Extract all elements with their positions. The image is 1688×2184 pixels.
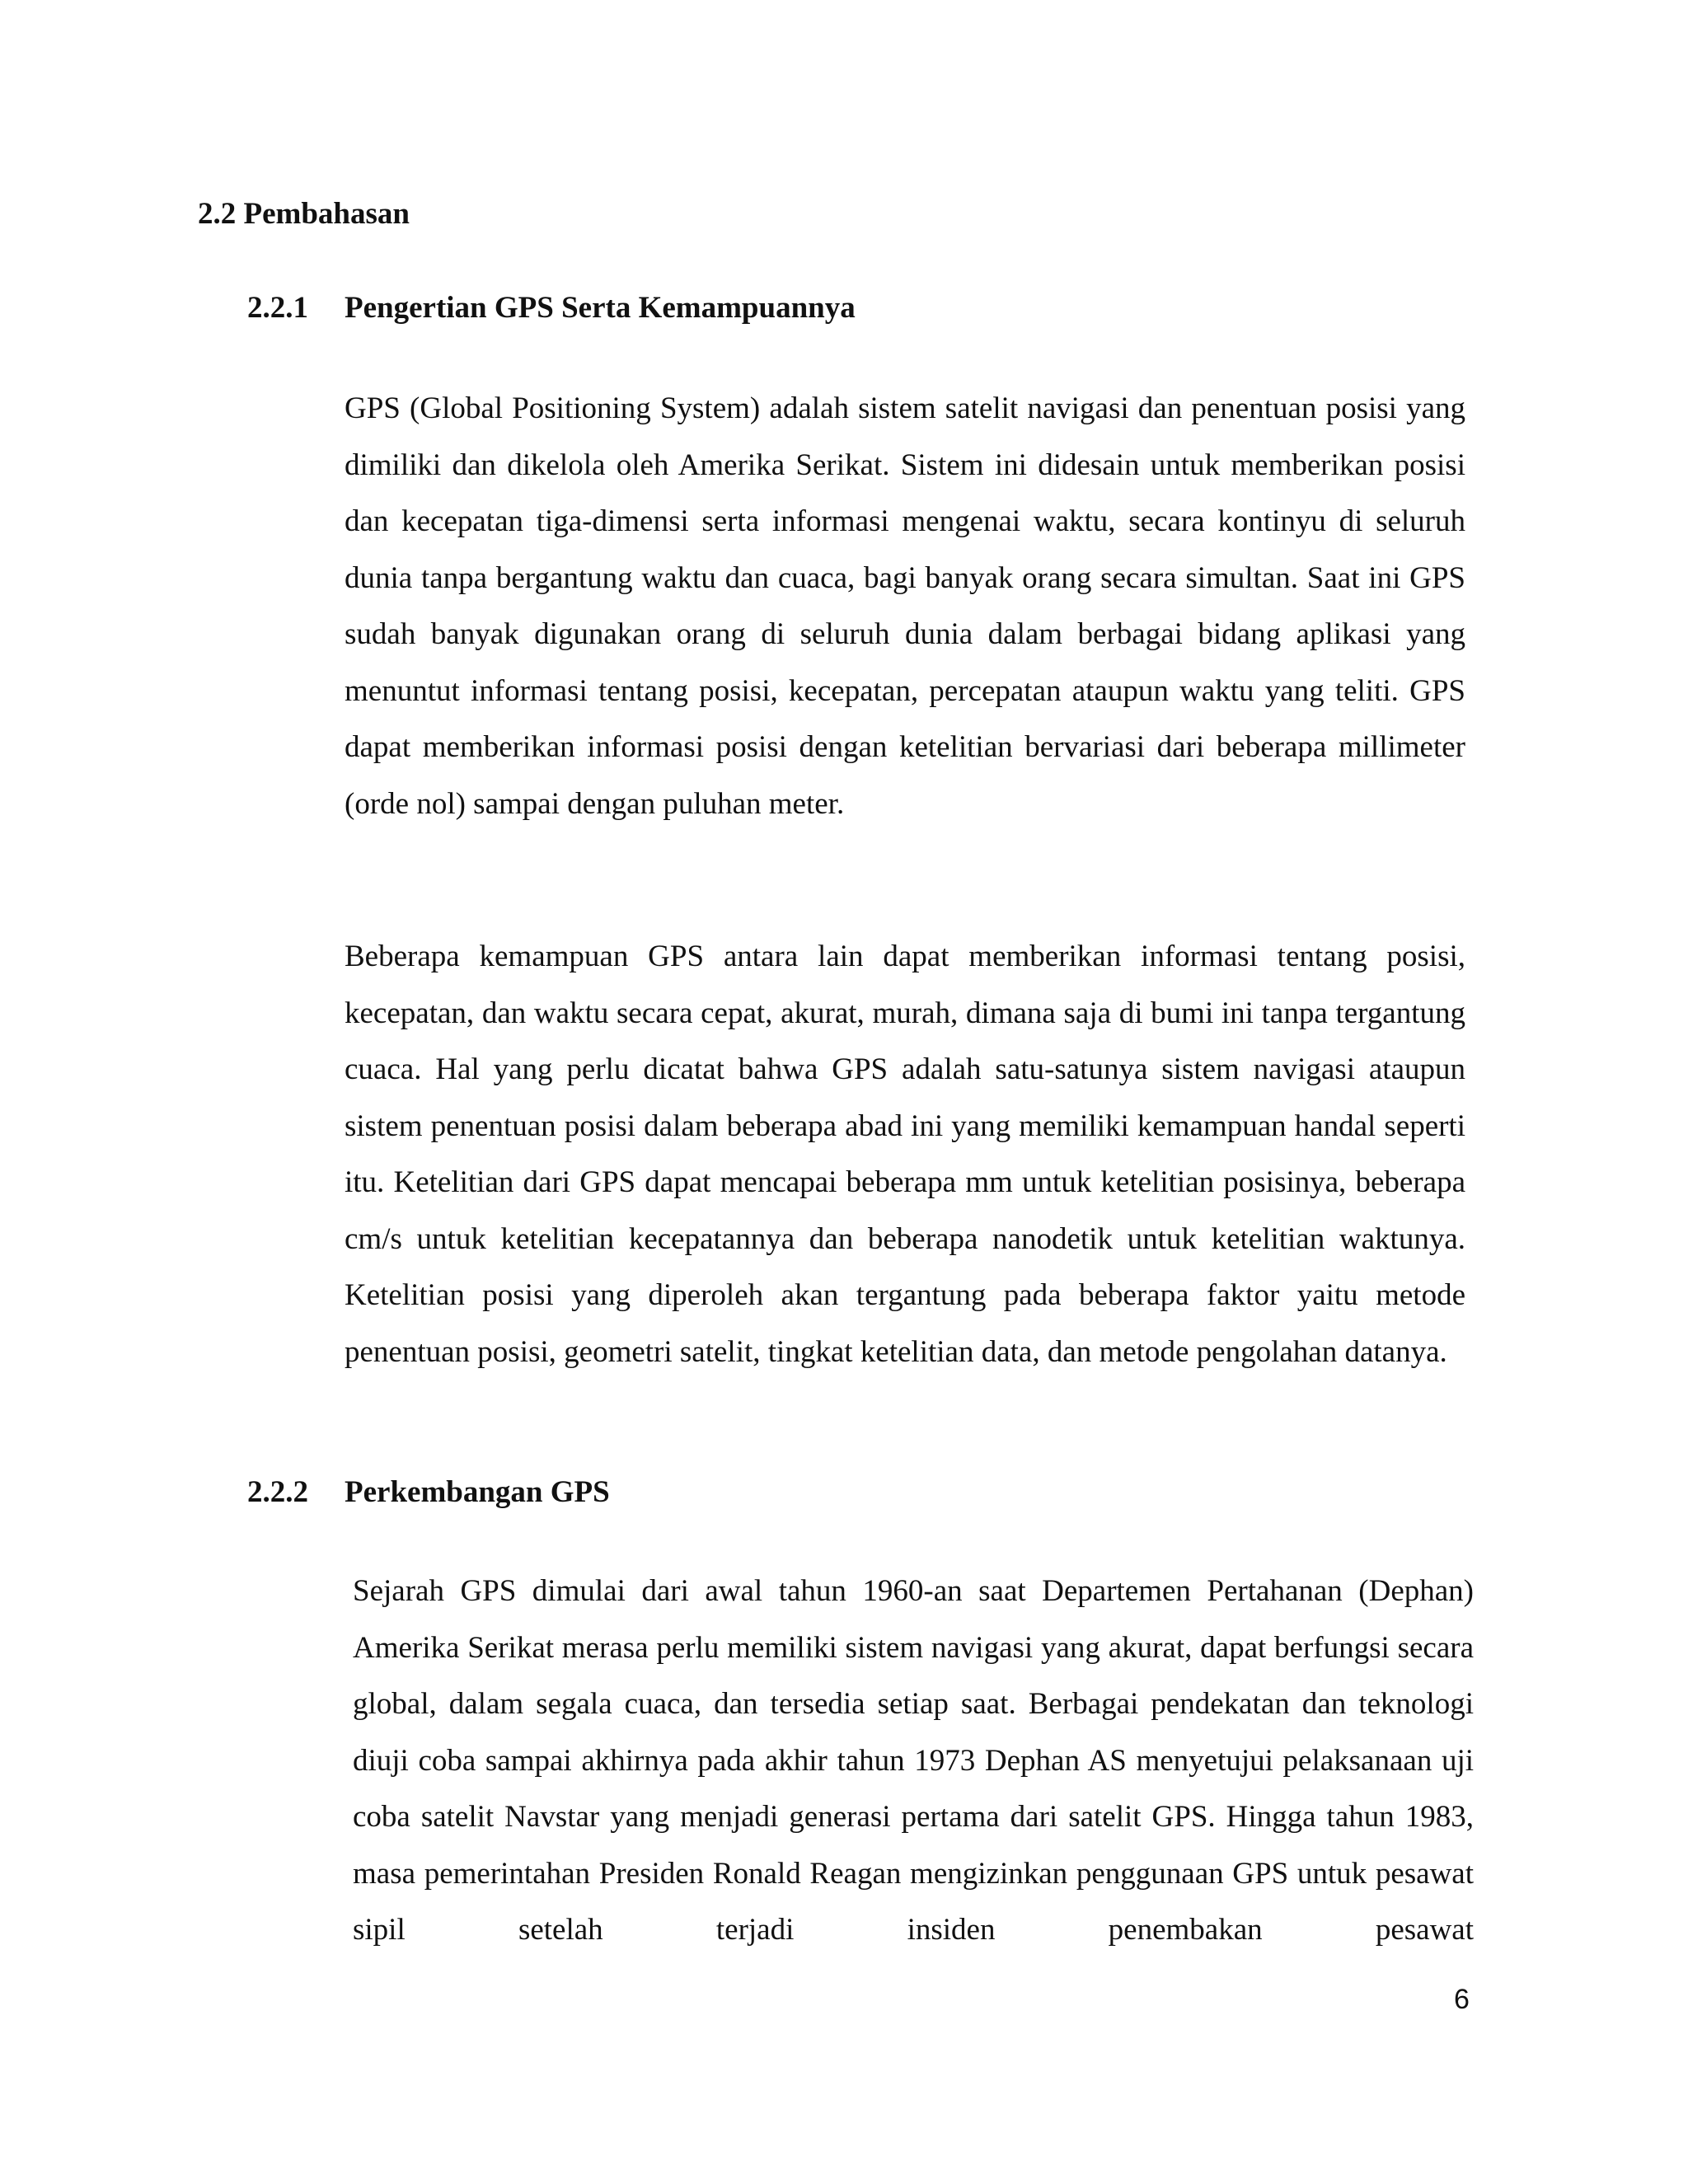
subsection-number: 2.2.1 xyxy=(247,291,308,325)
subsection-title: Perkembangan GPS xyxy=(345,1475,610,1509)
section-title: 2.2 Pembahasan xyxy=(198,197,410,231)
subsection-heading-2 xyxy=(247,1474,610,1511)
paragraph-gps-history: Sejarah GPS dimulai dari awal tahun 1960-an saat Departemen Pertahanan (Dephan) Amerika Serikat merasa perlu memiliki sistem navigasi yang akurat, dapat berfungsi secara global, dalam segala cuaca, dan tersedia setiap saat. Berbagai pendekatan dan teknologi diuji coba sampai akhirnya pada akhir tahun 1973 Dephan AS menyetujui pelaksanaan uji coba satelit Navstar yang menjadi generasi pertama dari satelit GPS. Hingga tahun 1983, masa pemerintahan Presiden Ronald Reagan mengizinkan penggunaan GPS untuk pesawat sipil setelah terjadi insiden penembakan pesawat xyxy=(353,1574,1474,1947)
subsection-number: 2.2.2 xyxy=(247,1475,308,1509)
paragraph-gps-capabilities: Beberapa kemampuan GPS antara lain dapat memberikan informasi tentang posisi, kecepatan, dan waktu secara cepat, akurat, murah, dimana saja di bumi ini tanpa tergantung cuaca. Hal yang perlu dicatat bahwa GPS adalah satu-satunya sistem navigasi ataupun sistem penentuan posisi dalam beberapa abad ini yang memiliki kemampuan handal seperti itu. Ketelitian dari GPS dapat mencapai beberapa mm untuk ketelitian posisinya, beberapa cm/s untuk ketelitian kecepatannya dan beberapa nanodetik untuk ketelitian waktunya. Ketelitian posisi yang diperoleh akan tergantung pada beberapa faktor yaitu metode penentuan posisi, geometri satelit, tingkat ketelitian data, dan metode pengolahan datanya. xyxy=(345,940,1465,1369)
paragraph-gps-definition: GPS (Global Positioning System) adalah sistem satelit navigasi dan penentuan posisi yang dimiliki dan dikelola oleh Amerika Serikat. Sistem ini didesain untuk memberikan posisi dan kecepatan tiga-dimensi serta informasi mengenai waktu, secara kontinyu di seluruh dunia tanpa bergantung waktu dan cuaca, bagi banyak orang secara simultan. Saat ini GPS sudah banyak digunakan orang di seluruh dunia dalam berbagai bidang aplikasi yang menuntut informasi tentang posisi, kecepatan, percepatan ataupun waktu yang teliti. GPS dapat memberikan informasi posisi dengan ketelitian bervariasi dari beberapa millimeter (orde nol) sampai dengan puluhan meter. xyxy=(345,391,1465,821)
subsection-title: Pengertian GPS Serta Kemampuannya xyxy=(345,291,856,325)
page-number: 6 xyxy=(1454,1984,1470,2015)
subsection-heading-1 xyxy=(247,290,856,326)
